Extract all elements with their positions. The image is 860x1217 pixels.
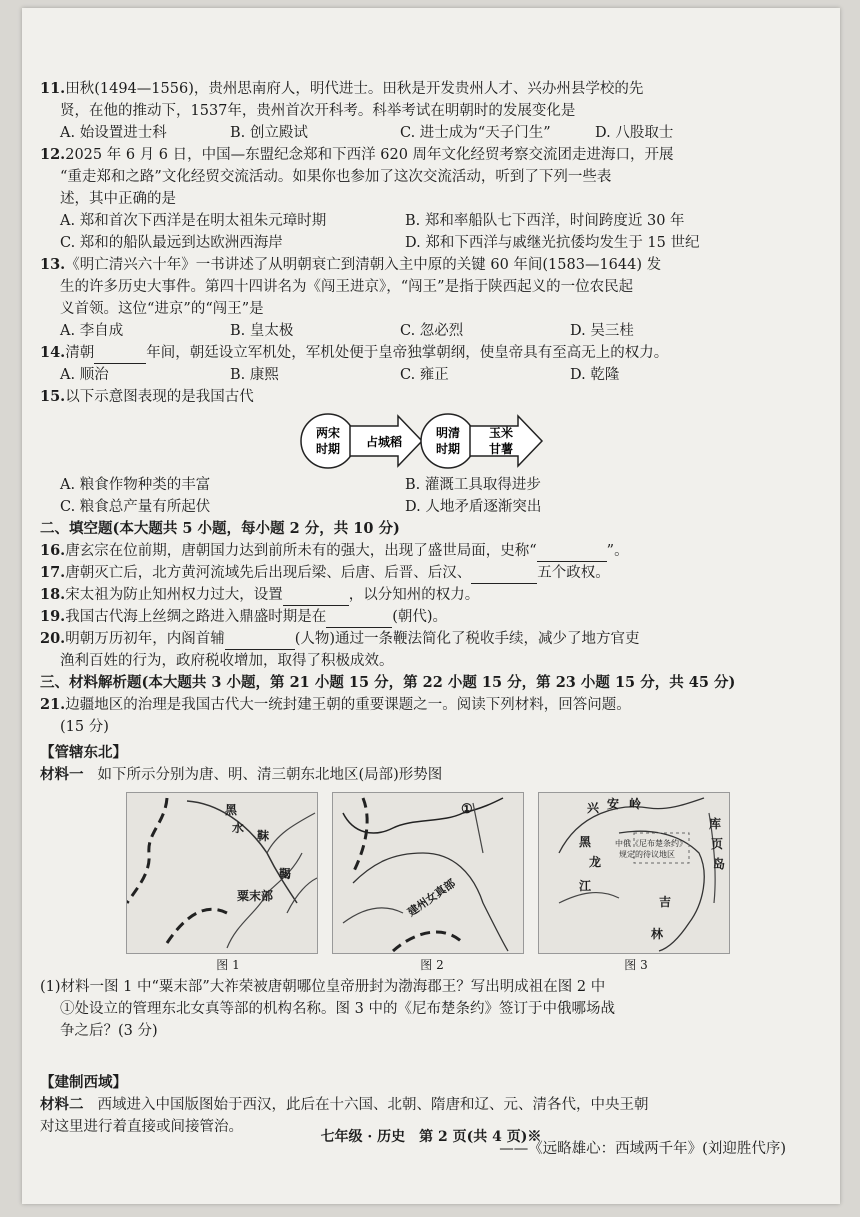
map-label: 岭 — [629, 797, 642, 811]
option-d: D. 吴三桂 — [570, 323, 634, 339]
map-label: 建州女真部 — [405, 876, 458, 919]
map-label: 鞨 — [279, 867, 292, 881]
question-stem: 年间，朝廷设立军机处，军机处便于皇帝独掌朝纲，使皇帝具有至高无上的权力。 — [146, 345, 669, 361]
option-a: A. 李自成 — [60, 323, 124, 339]
question-19 — [40, 606, 796, 628]
material-1 — [40, 764, 796, 786]
question-stem: 明朝万历初年，内阁首辅 — [65, 631, 225, 647]
question-stem: 田秋(1494—1556)，贵州思南府人，明代进士。田秋是开发贵州人才、兴办州县学校的先 — [65, 81, 644, 97]
map-label: 规定的待议地区 — [619, 850, 675, 859]
options — [40, 210, 796, 232]
material-2 — [40, 1094, 796, 1116]
question-stem: 渔利百姓的行为，政府税收增加，取得了积极成效。 — [60, 653, 394, 669]
question-12 — [40, 144, 796, 254]
caption-fig-3: 图 3 — [624, 958, 648, 972]
map-group — [126, 792, 796, 954]
circle-2-line-1: 明清 — [435, 426, 461, 440]
option-a: A. 粮食作物种类的丰富 — [60, 477, 211, 493]
map-label: 吉 — [659, 895, 672, 909]
period-circle-2 — [421, 414, 475, 468]
option-b: B. 郑和率船队七下西洋，时间跨度近 30 年 — [405, 213, 685, 229]
answer-blank[interactable] — [225, 628, 295, 650]
map-label-circled-1: ① — [461, 802, 473, 817]
option-c: C. 忽必烈 — [400, 323, 464, 339]
options — [40, 474, 796, 496]
map-label: 页 — [711, 837, 724, 851]
question-stem: 《明亡清兴六十年》一书讲述了从明朝衰亡到清朝入主中原的关键 60 年间(1583—1644) 发 — [65, 257, 662, 273]
map-2-drawing — [333, 793, 523, 953]
subquestion-text: 争之后？(3 分) — [60, 1023, 158, 1039]
question-20 — [40, 628, 796, 672]
answer-blank[interactable] — [537, 540, 607, 562]
answer-space — [40, 1042, 796, 1068]
question-stem: 义首领。这位“进京”的“闯王”是 — [60, 301, 264, 317]
question-stem: 清朝 — [65, 345, 95, 361]
map-label: 中俄《尼布楚条约》 — [615, 839, 687, 848]
map-label: 江 — [579, 879, 592, 893]
subquestion-text: (1)材料一图 1 中“粟末部”大祚荣被唐朝哪位皇帝册封为渤海郡王？写出明成祖在图 2 中 — [40, 979, 606, 995]
period-circle-1 — [301, 414, 355, 468]
question-stem: 贤，在他的推动下，1537年，贵州首次开科考。科举考试在明朝时的发展变化是 — [60, 103, 576, 119]
map-3-drawing — [539, 793, 729, 953]
question-15 — [40, 386, 796, 518]
question-17 — [40, 562, 796, 584]
border-dashed — [127, 798, 167, 903]
option-b: B. 康熙 — [230, 367, 279, 383]
option-a: A. 始设置进士科 — [60, 125, 167, 141]
question-stem: “重走郑和之路”文化经贸交流活动。如果你也参加了这次交流活动，听到了下列一些表 — [60, 169, 612, 185]
arrow-2-line-2: 甘薯 — [488, 442, 514, 456]
option-d: D. 乾隆 — [570, 367, 620, 383]
map-label: 库 — [709, 817, 722, 831]
material-1-head: 材料一 — [40, 766, 84, 783]
option-b: B. 创立殿试 — [230, 125, 308, 141]
options — [40, 320, 796, 342]
option-d: D. 人地矛盾逐渐突出 — [405, 499, 542, 515]
section-2-heading: 二、填空题(本大题共 5 小题，每小题 2 分，共 10 分) — [40, 520, 400, 537]
map-label: 黑 — [579, 835, 592, 849]
material-2-head: 材料二 — [40, 1096, 84, 1113]
option-b: B. 灌溉工具取得进步 — [405, 477, 541, 493]
question-stem: 2025 年 6 月 6 日，中国—东盟纪念郑和下西洋 620 周年文化经贸考察交流团走进海口，开展 — [65, 147, 674, 163]
map-label: 水 — [232, 821, 245, 835]
map-label: 兴 — [587, 801, 600, 815]
question-21 — [40, 694, 796, 1160]
options — [40, 232, 796, 254]
option-c: C. 郑和的船队最远到达欧洲西海岸 — [60, 235, 283, 251]
map-label: 粟末部 — [237, 889, 274, 903]
question-13 — [40, 254, 796, 342]
material-1-text: 如下所示分别为唐、明、清三朝东北地区(局部)形势图 — [97, 767, 443, 783]
option-d: D. 八股取士 — [595, 125, 674, 141]
map-label: 安 — [607, 797, 620, 811]
caption-fig-1: 图 1 — [216, 958, 240, 972]
options — [40, 496, 796, 518]
answer-blank[interactable] — [283, 584, 349, 606]
question-stem: 生的许多历史大事件。第四十四讲名为《闯王进京》，“闯王”是指于陕西起义的一位农民起 — [60, 279, 634, 295]
arrow-2 — [470, 416, 542, 466]
border-dashed — [353, 798, 367, 873]
arrow-2-line-1: 玉米 — [488, 426, 514, 440]
subquestion-1 — [40, 976, 796, 1042]
question-number: 13. — [40, 256, 66, 273]
material-2-text: 对这里进行着直接或间接管治。 — [40, 1119, 243, 1135]
question-11 — [40, 78, 796, 144]
question-stem: (人物)通过一条鞭法简化了税收手续，减少了地方官吏 — [294, 631, 640, 647]
question-number: 19. — [40, 608, 66, 625]
material-tag: 【管辖东北】 — [40, 744, 127, 761]
exam-content — [40, 78, 796, 1160]
caption-fig-2: 图 2 — [420, 958, 444, 972]
question-number: 21. — [40, 696, 66, 713]
question-number: 14. — [40, 344, 66, 361]
map-1-tang — [126, 792, 318, 954]
question-14 — [40, 342, 796, 386]
material-2-text: 西域进入中国版图始于西汉，此后在十六国、北朝、隋唐和辽、元、清各代，中央王朝 — [97, 1097, 649, 1113]
question-stem: 我国古代海上丝绸之路进入鼎盛时期是在 — [65, 609, 327, 625]
map-label: 林 — [651, 927, 664, 941]
circle-1-line-2: 时期 — [315, 442, 341, 456]
material-tag: 【建制西域】 — [40, 1074, 127, 1091]
question-number: 18. — [40, 586, 66, 603]
question-number: 15. — [40, 388, 66, 405]
section-3-heading: 三、材料解析题(本大题共 3 小题，第 21 小题 15 分，第 22 小题 15 分，第 23 小题 15 分，共 45 分) — [40, 674, 736, 691]
option-d: D. 郑和下西洋与戚继光抗倭均发生于 15 世纪 — [405, 235, 700, 251]
question-number: 16. — [40, 542, 66, 559]
crop-diagram-svg — [298, 408, 558, 474]
question-16 — [40, 540, 796, 562]
question-stem: 唐朝灭亡后，北方黄河流域先后出现后梁、后唐、后晋、后汉、 — [65, 565, 472, 581]
map-label: 岛 — [713, 857, 726, 871]
crop-diagram — [298, 408, 796, 474]
question-stem: (15 分) — [60, 719, 109, 735]
question-stem: 述，其中正确的是 — [60, 191, 176, 207]
options — [40, 122, 796, 144]
map-2-ming — [332, 792, 524, 954]
question-stem: ”。 — [606, 543, 629, 559]
map-captions — [126, 954, 796, 976]
page-footer: 七年级 · 历史 第 2 页(共 4 页)※ — [320, 1129, 542, 1145]
question-number: 20. — [40, 630, 66, 647]
option-a: A. 郑和首次下西洋是在明太祖朱元璋时期 — [60, 213, 327, 229]
question-stem: 五个政权。 — [537, 565, 610, 581]
exam-page — [22, 8, 840, 1204]
map-label: 靺 — [257, 829, 270, 843]
question-number: 17. — [40, 564, 66, 581]
option-c: C. 进士成为“天子门生” — [400, 125, 551, 141]
question-stem: 以下示意图表现的是我国古代 — [65, 389, 254, 405]
question-stem: (朝代)。 — [392, 609, 448, 625]
map-label: 黑 — [225, 803, 238, 817]
map-label: 龙 — [589, 855, 602, 869]
map-3-qing — [538, 792, 730, 954]
circle-1-line-1: 两宋 — [315, 426, 341, 440]
circle-2-line-2: 时期 — [435, 442, 461, 456]
answer-blank[interactable] — [471, 562, 537, 584]
material-2-source: ——《远略雄心：西域两千年》(刘迎胜代序) — [499, 1141, 786, 1157]
option-c: C. 雍正 — [400, 367, 449, 383]
question-stem: 边疆地区的治理是我国古代大一统封建王朝的重要课题之一。阅读下列材料，回答问题。 — [65, 697, 631, 713]
question-stem: 宋太祖为防止知州权力过大，设置 — [65, 587, 283, 603]
options — [40, 364, 796, 386]
answer-blank[interactable] — [326, 606, 392, 628]
option-a: A. 顺治 — [60, 367, 109, 383]
option-c: C. 粮食总产量有所起伏 — [60, 499, 211, 515]
option-b: B. 皇太极 — [230, 323, 294, 339]
answer-blank[interactable] — [94, 342, 146, 364]
subquestion-text: ①处设立的管理东北女真等部的机构名称。图 3 中的《尼布楚条约》签订于中俄哪场战 — [60, 1001, 615, 1017]
question-stem: ，以分知州的权力。 — [348, 587, 480, 603]
question-number: 12. — [40, 146, 66, 163]
question-18 — [40, 584, 796, 606]
arrow-1-label: 占城稻 — [365, 435, 403, 449]
question-number: 11. — [40, 80, 66, 97]
question-stem: 唐玄宗在位前期，唐朝国力达到前所未有的强大，出现了盛世局面，史称“ — [65, 543, 537, 559]
